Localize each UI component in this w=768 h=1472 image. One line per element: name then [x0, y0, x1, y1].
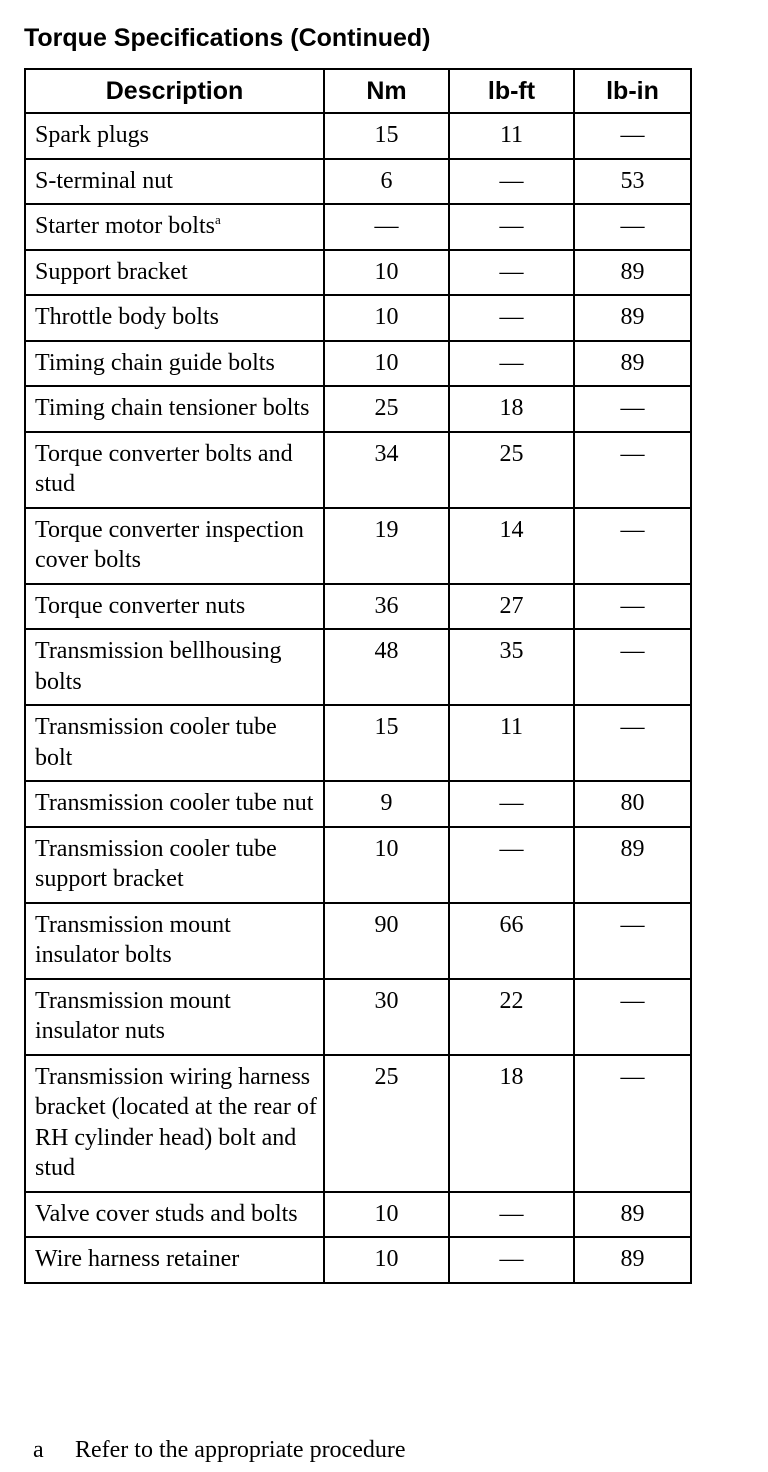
cell-lbft: 66	[449, 903, 574, 979]
cell-nm: 10	[324, 341, 449, 387]
footnote-text: Refer to the appropriate procedure	[75, 1437, 406, 1463]
cell-nm: 36	[324, 584, 449, 630]
cell-description: Torque converter nuts	[25, 584, 324, 630]
table-row	[25, 705, 691, 781]
cell-lbft: 11	[449, 113, 574, 159]
table-row	[25, 159, 691, 205]
table-row	[25, 584, 691, 630]
table-row	[25, 508, 691, 584]
cell-lbin: 89	[574, 341, 691, 387]
cell-description: Transmission bellhousing bolts	[25, 629, 324, 705]
cell-nm: 15	[324, 113, 449, 159]
table-row	[25, 113, 691, 159]
table-row	[25, 250, 691, 296]
cell-lbin: —	[574, 204, 691, 250]
cell-lbin: 89	[574, 1192, 691, 1238]
cell-description: Timing chain guide bolts	[25, 341, 324, 387]
table-row	[25, 432, 691, 508]
table-row	[25, 386, 691, 432]
cell-description: Torque converter inspection cover bolts	[25, 508, 324, 584]
cell-nm: 25	[324, 386, 449, 432]
cell-lbin: —	[574, 705, 691, 781]
cell-lbft: —	[449, 827, 574, 903]
cell-description: Timing chain tensioner bolts	[25, 386, 324, 432]
cell-lbft: 27	[449, 584, 574, 630]
cell-nm: 25	[324, 1055, 449, 1192]
column-header-nm: Nm	[324, 69, 449, 113]
cell-lbft: —	[449, 341, 574, 387]
column-header-description: Description	[25, 69, 324, 113]
cell-nm: 15	[324, 705, 449, 781]
cell-lbft: —	[449, 1192, 574, 1238]
table-header-row	[25, 69, 691, 113]
cell-lbft: 18	[449, 1055, 574, 1192]
cell-lbft: 18	[449, 386, 574, 432]
cell-lbin: 89	[574, 295, 691, 341]
table-row	[25, 341, 691, 387]
cell-nm: 10	[324, 1237, 449, 1283]
cell-description: Torque converter bolts and stud	[25, 432, 324, 508]
cell-nm: 30	[324, 979, 449, 1055]
table-row	[25, 827, 691, 903]
cell-lbin: —	[574, 629, 691, 705]
table-row	[25, 1055, 691, 1192]
cell-lbft: —	[449, 159, 574, 205]
cell-description: Wire harness retainer	[25, 1237, 324, 1283]
cell-lbin: —	[574, 903, 691, 979]
cell-description: Spark plugs	[25, 113, 324, 159]
cell-nm: 10	[324, 1192, 449, 1238]
table-row	[25, 295, 691, 341]
footnote-mark: a	[33, 1437, 44, 1463]
cell-description: S-terminal nut	[25, 159, 324, 205]
table-row	[25, 979, 691, 1055]
cell-description: Throttle body bolts	[25, 295, 324, 341]
cell-nm: 6	[324, 159, 449, 205]
cell-description: Transmission cooler tube bolt	[25, 705, 324, 781]
cell-lbin: —	[574, 979, 691, 1055]
footnote	[33, 1433, 406, 1467]
cell-lbin: —	[574, 386, 691, 432]
cell-nm: 48	[324, 629, 449, 705]
table-row	[25, 629, 691, 705]
table-row	[25, 1237, 691, 1283]
cell-nm: 10	[324, 250, 449, 296]
cell-description: Transmission wiring harness bracket (located at the rear of RH cylinder head) bolt and stud	[25, 1055, 324, 1192]
cell-description: Transmission mount insulator bolts	[25, 903, 324, 979]
cell-lbft: —	[449, 204, 574, 250]
cell-nm: 10	[324, 827, 449, 903]
cell-nm: 10	[324, 295, 449, 341]
table-row	[25, 204, 691, 250]
cell-lbin: 89	[574, 1237, 691, 1283]
cell-nm: 9	[324, 781, 449, 827]
cell-lbft: —	[449, 250, 574, 296]
cell-nm: 34	[324, 432, 449, 508]
torque-spec-table	[24, 68, 692, 1284]
cell-lbin: —	[574, 584, 691, 630]
cell-lbin: —	[574, 432, 691, 508]
cell-description: Transmission mount insulator nuts	[25, 979, 324, 1055]
cell-lbin: —	[574, 508, 691, 584]
cell-description-text: Starter motor bolts	[35, 213, 215, 239]
cell-lbft: —	[449, 781, 574, 827]
cell-description: Support bracket	[25, 250, 324, 296]
cell-lbin: —	[574, 1055, 691, 1192]
table-row	[25, 1192, 691, 1238]
cell-lbft: 35	[449, 629, 574, 705]
cell-lbft: 11	[449, 705, 574, 781]
cell-nm: 90	[324, 903, 449, 979]
cell-lbin: 80	[574, 781, 691, 827]
cell-lbft: —	[449, 1237, 574, 1283]
cell-description: Transmission cooler tube nut	[25, 781, 324, 827]
cell-nm: —	[324, 204, 449, 250]
column-header-lbin: lb-in	[574, 69, 691, 113]
cell-lbft: 22	[449, 979, 574, 1055]
column-header-lbft: lb-ft	[449, 69, 574, 113]
page-title: Torque Specifications (Continued)	[24, 24, 431, 52]
cell-lbft: —	[449, 295, 574, 341]
cell-description: Valve cover studs and bolts	[25, 1192, 324, 1238]
cell-lbin: 53	[574, 159, 691, 205]
cell-lbft: 25	[449, 432, 574, 508]
footnote-reference: a	[214, 212, 221, 227]
cell-lbin: 89	[574, 827, 691, 903]
table-row	[25, 903, 691, 979]
cell-description	[25, 204, 324, 250]
cell-lbin: 89	[574, 250, 691, 296]
cell-lbft: 14	[449, 508, 574, 584]
cell-description: Transmission cooler tube support bracket	[25, 827, 324, 903]
cell-nm: 19	[324, 508, 449, 584]
cell-lbin: —	[574, 113, 691, 159]
table-row	[25, 781, 691, 827]
